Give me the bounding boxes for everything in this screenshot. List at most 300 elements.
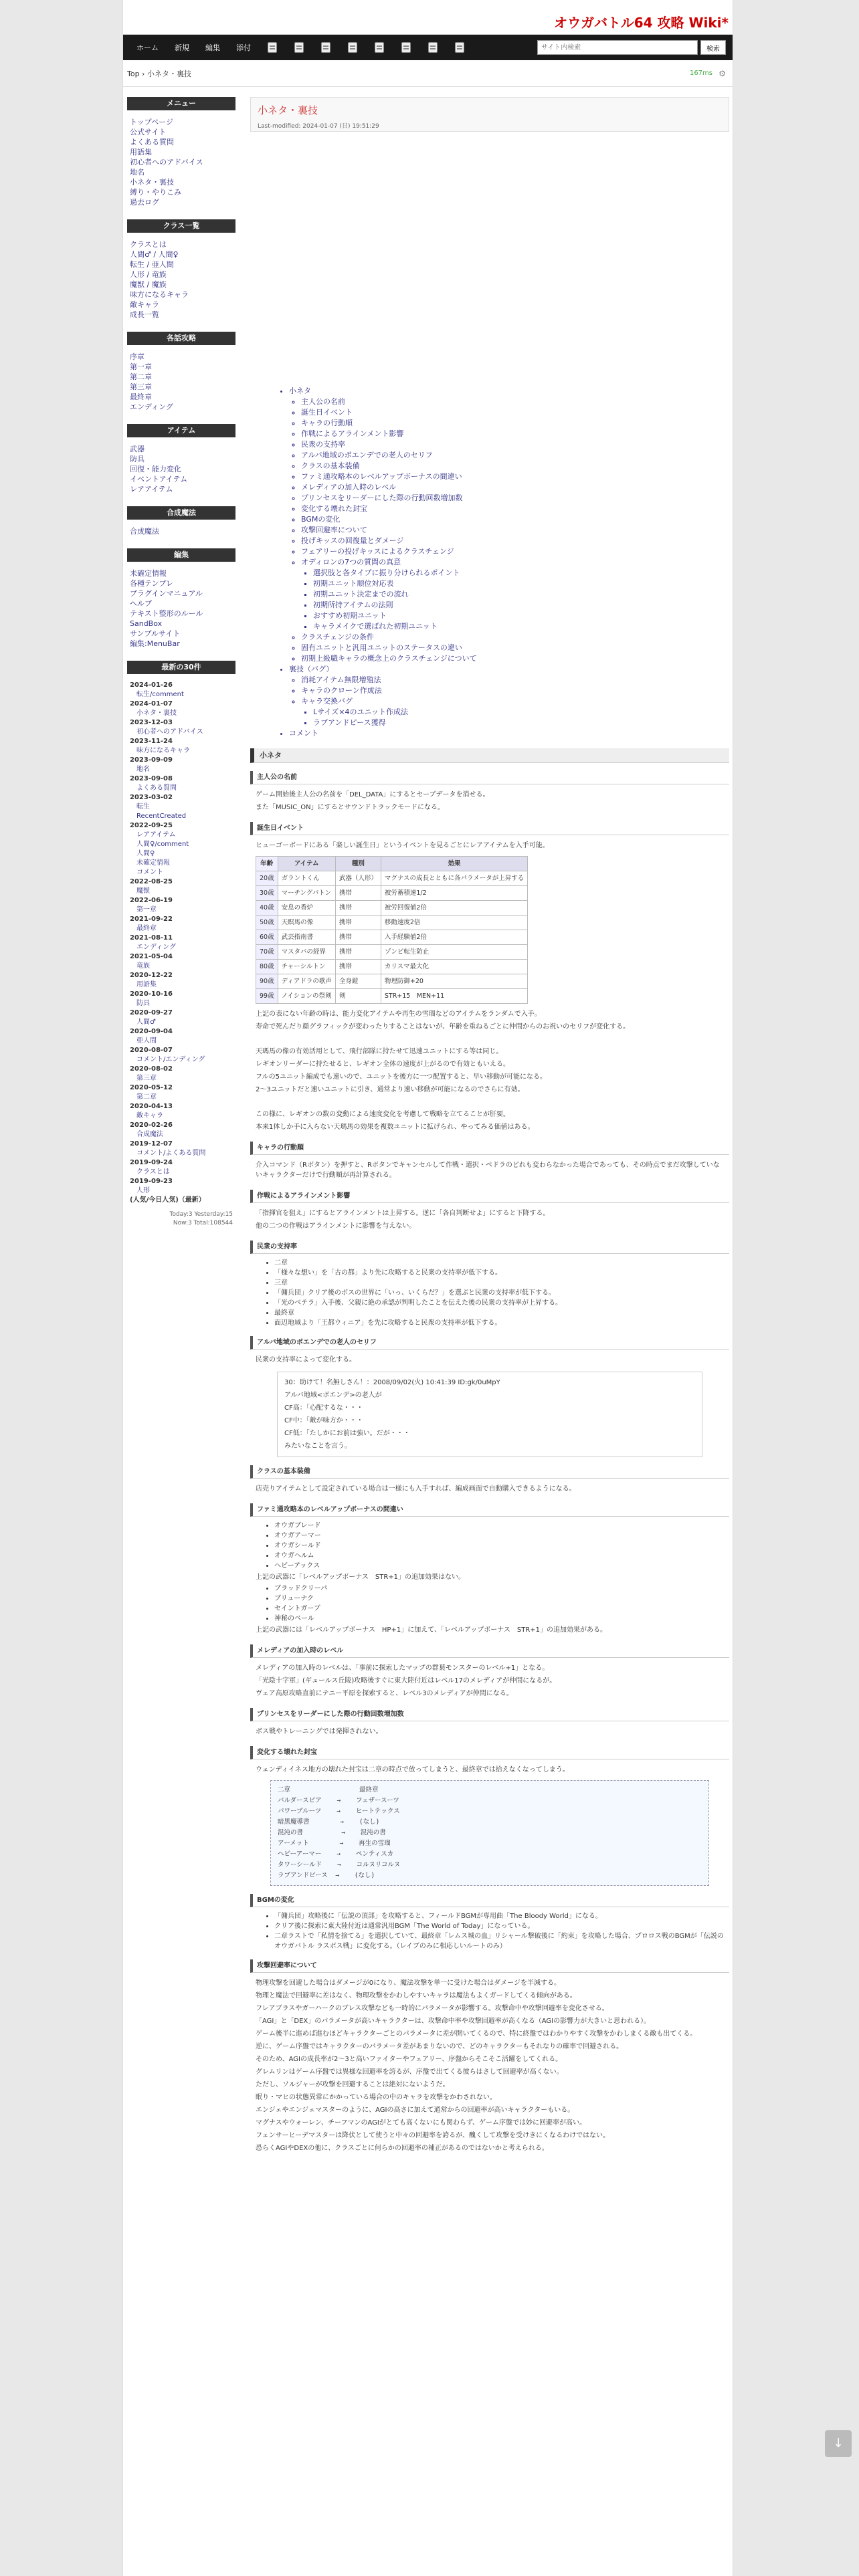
paragraph: 眠り・マヒの状態異常にかかっている場合の中のキャラを攻撃をかわされない。: [256, 2094, 496, 2101]
bullet-item: • オウガシールド: [274, 1541, 729, 1551]
toc-item[interactable]: ▪ 初期ユニット順位対応表: [313, 578, 729, 589]
nav-home[interactable]: ホーム: [136, 43, 159, 52]
subsection-heading: BGMの変化: [250, 1894, 729, 1907]
sidebar-section-title: 各話攻略: [127, 332, 235, 345]
recent-item[interactable]: クラスとは: [136, 1168, 170, 1176]
table-row: [256, 871, 528, 886]
toc-item[interactable]: ◦ 固有ユニットと汎用ユニットのステータスの違い: [301, 643, 729, 653]
gear-icon[interactable]: ⚙: [719, 68, 726, 78]
recent-item[interactable]: 第三章: [136, 1075, 157, 1082]
sidebar-link[interactable]: SandBox: [130, 619, 163, 628]
toc-item[interactable]: ▪ 初期ユニット決定までの流れ: [313, 589, 729, 600]
bullet-item: • 「傭兵団」クリア後のボスの世界に「いっ、いくらだ？」を選ぶと民衆の支持率が低下する。: [274, 1288, 729, 1298]
paragraph: 恐らくAGIやDEXの他に、クラスごとに何らかの回避率の補正があるのではないかと考えられる。: [256, 2145, 549, 2152]
sidebar-link[interactable]: 縛り・やりこみ: [130, 188, 181, 197]
recent-item[interactable]: 味方になるキャラ: [136, 747, 190, 754]
recent-item[interactable]: 人間♂: [136, 1018, 156, 1026]
table-row: [256, 916, 528, 930]
recent-item[interactable]: 転生/comment: [136, 691, 184, 698]
recent-date: 2020-08-07: [130, 1047, 173, 1054]
bullet-item: • クリア後に探索に東大陸付近は通常汎用BGM「The World of Today」になっている。: [274, 1921, 729, 1931]
table-cell: 被労回復値2倍: [381, 901, 527, 916]
toc-item[interactable]: ▪ Lサイズ×4のユニット作成法: [313, 707, 729, 718]
table-row: [256, 974, 528, 989]
table-cell: 携帯: [335, 960, 381, 974]
quote-line: みたいなことを言う。: [284, 1442, 351, 1450]
recent-item[interactable]: RecentCreated: [136, 813, 187, 820]
toolbar: [123, 35, 733, 60]
bullet-item: • 神秘のベール: [274, 1614, 729, 1624]
spacer: [127, 207, 235, 219]
recent-item[interactable]: コメント/エンディング: [136, 1056, 205, 1063]
table-cell: 全身鎧: [335, 974, 381, 989]
table-cell: 99歳: [256, 989, 278, 1004]
paragraph: ゲーム後半に進めば進むほどキャラクターごとのパラメータに差が開いてくるので、特に終盤ではわかりやすく攻撃をかわしまくる敵も出てくる。: [256, 2030, 697, 2038]
recent-item[interactable]: 人形: [136, 1187, 150, 1194]
birthday-table: [256, 856, 528, 1004]
sidebar-link[interactable]: 武器: [130, 445, 145, 453]
recent-date: 2019-09-23: [130, 1178, 173, 1185]
page-title[interactable]: 小ネタ・裏技: [258, 104, 318, 116]
bullet-item: • ブリューナク: [274, 1594, 729, 1604]
sidebar-link[interactable]: 公式サイト: [130, 128, 167, 136]
nav-new[interactable]: 新規: [175, 43, 189, 52]
subsection-heading: 主人公の名前: [250, 771, 729, 784]
toc-item[interactable]: ◦ キャラのクローン作成法: [301, 685, 729, 696]
table-cell: 移動速度2倍: [381, 916, 527, 930]
recent-date: 2020-08-02: [130, 1065, 173, 1073]
paragraph: ただし、ソルジャーが攻撃を回避することは絶対にないようだ。: [256, 2081, 450, 2088]
subsection-heading: メレディアの加入時のレベル: [250, 1644, 729, 1658]
table-cell: 80歳: [256, 960, 278, 974]
recent-item[interactable]: 初心者へのアドバイス: [136, 728, 203, 736]
spacer: [127, 536, 235, 548]
toc-item[interactable]: ▪ 初期所持アイテムの法則: [313, 600, 729, 611]
table-cell: 武芸指南書: [278, 930, 335, 945]
table-cell: カリスマ最大化: [381, 960, 527, 974]
toc-wrap: [289, 675, 729, 728]
toc-item[interactable]: ▪ キャラメイクで選ばれた初期ユニット: [313, 621, 729, 632]
sidebar-link[interactable]: サンプルサイト: [130, 629, 181, 638]
toc-item[interactable]: ◦ 変化する壊れた封宝: [301, 504, 729, 514]
sidebar-link[interactable]: 未確定情報: [130, 569, 167, 578]
recent-date: 2019-09-24: [130, 1159, 173, 1166]
last-modified: Last-modified: 2024-01-07 (日) 19:51:29: [258, 123, 379, 130]
recent-date: 2024-01-26: [130, 681, 173, 689]
bullet-item: • 最終章: [274, 1308, 729, 1318]
table-cell: ガラントくん: [278, 871, 335, 886]
backup-icon[interactable]: [348, 42, 357, 53]
paragraph: メレディアの加入時のレベルは、「事前に探索したマップの群葉モンスターのレベル+1」となる。: [256, 1665, 549, 1672]
sidebar-section-title: アイテム: [127, 424, 235, 437]
bullet-item: • オウガヘルム: [274, 1551, 729, 1561]
bullet-item: • 面辺地域より「王都ウィニア」を先に攻略すると民衆の支持率が低下する。: [274, 1318, 729, 1328]
bullet-item: • ヘビーアックス: [274, 1561, 729, 1571]
toc-item[interactable]: ◦ BGMの変化: [301, 514, 729, 525]
recent-date: 2021-08-11: [130, 934, 173, 942]
subsection-heading: キャラの行動順: [250, 1142, 729, 1155]
bullet-list: [250, 1258, 729, 1328]
toc-item[interactable]: ◦ 投げキッスの回復量とダメージ: [301, 536, 729, 546]
recent-item[interactable]: 第一章: [136, 906, 157, 914]
toc-item[interactable]: • コメント: [289, 728, 729, 739]
paragraph: ヴェア高原攻略直前にテニー平原を探索すると、レベル3のメレディアが仲間になる。: [256, 1690, 513, 1697]
subsection-heading: 攻撃回避率について: [250, 1959, 729, 1973]
paragraph: 天瑪馬の像の有効活用として、飛行部隊に持たせて迅速ユニットにする等は同じ。: [256, 1048, 503, 1055]
toc-list: [277, 386, 729, 739]
sidebar-link[interactable]: 最終章: [130, 393, 152, 401]
paragraph: 介入コマンド（Rボタン）を押すと、Rボタンでキャンセルして作戦・選択・ペドラのどれも変わらなかった場合であっても、その時点でまだ攻撃していないキャラクターだけで行動順が再計算される。: [256, 1162, 720, 1179]
sidebar-section-title: 最新の30件: [127, 661, 235, 674]
table-cell: 携帯: [335, 886, 381, 901]
recent-date: 2020-05-12: [130, 1084, 173, 1091]
subsection-heading: 民衆の支持率: [250, 1241, 729, 1254]
breadcrumb[interactable]: Top › 小ネタ・裏技: [127, 69, 191, 78]
table-row: [256, 901, 528, 916]
table-row: [256, 930, 528, 945]
sidebar-link[interactable]: 人間♂ / 人間♀: [130, 250, 179, 259]
sidebar-link[interactable]: 序章: [130, 352, 145, 361]
paragraph: 民衆の支持率によって変化する。: [256, 1356, 356, 1364]
table-row: [256, 945, 528, 960]
paragraph: ゲーム開始後主人公の名前を「DEL_DATA」にするとセーブデータを消せる。: [256, 791, 490, 798]
sidebar-link[interactable]: 転生 / 亜人間: [130, 260, 174, 269]
help-icon[interactable]: [455, 42, 464, 53]
recent-item[interactable]: レアアイテム: [136, 831, 176, 839]
paragraph: 上記の武器には「レベルアップボーナス HP+1」に加えて、「レベルアップボーナス STR+1」の追加効果がある。: [256, 1626, 607, 1634]
sidebar-link[interactable]: 用語集: [130, 148, 152, 156]
subsection-heading: プリンセスをリーダーにした際の行動回数増加数: [250, 1708, 729, 1721]
recent-item[interactable]: 転生: [136, 803, 150, 811]
paragraph: マグナスやウォーレン、チーフマンのAGIがとても高くないにも関わらず、ゲーム序盤では妙に回避率が高い。: [256, 2119, 587, 2127]
table-cell: 携帯: [335, 930, 381, 945]
sidebar-link[interactable]: 過去ログ: [130, 198, 159, 207]
sidebar-link[interactable]: 防具: [130, 455, 145, 463]
toc-item[interactable]: ◦ クラスチェンジの条件: [301, 632, 729, 643]
sidebar-link[interactable]: 地名: [130, 168, 145, 177]
quote-line: アルバ地域<ボエンデ>の老人が: [284, 1392, 382, 1399]
toc-item[interactable]: ◦ キャラの行動順: [301, 418, 729, 429]
sidebar: [127, 97, 235, 1228]
recent-date: 2021-05-04: [130, 953, 173, 960]
recent-date: 2020-09-27: [130, 1009, 173, 1016]
recent-date: 2020-09-04: [130, 1028, 173, 1035]
page: [122, 0, 733, 2576]
table-header-row: [256, 857, 528, 871]
recent-item[interactable]: 小ネタ・裏技: [136, 710, 177, 717]
recent-item[interactable]: 人間♀/comment: [136, 841, 189, 848]
sidebar-link[interactable]: テキスト整形のルール: [130, 609, 203, 618]
recent-item[interactable]: 未確定情報: [136, 859, 170, 867]
toc-item[interactable]: ▪ おすすめ初期ユニット: [313, 611, 729, 621]
toc-item[interactable]: ◦ オディロンの7つの質問の真意: [301, 557, 729, 568]
table-cell: 携帯: [335, 945, 381, 960]
spacer: [127, 320, 235, 332]
sidebar-link[interactable]: 第三章: [130, 383, 152, 391]
recent-icon[interactable]: [428, 42, 438, 53]
toc-item[interactable]: • 小ネタ: [289, 386, 729, 397]
sidebar-link[interactable]: トップページ: [130, 118, 174, 126]
table-of-contents: [250, 386, 729, 739]
breadcrumb-row: [123, 60, 733, 87]
table-cell: チャーシルトン: [278, 960, 335, 974]
toc-item[interactable]: ◦ 作戦によるアラインメント影響: [301, 429, 729, 439]
recent-date: 2021-09-22: [130, 916, 173, 923]
table-header-cell: 種別: [335, 857, 381, 871]
diff-icon[interactable]: [321, 42, 330, 53]
subsection-heading: アルバ地域のボエンデでの老人のセリフ: [250, 1336, 729, 1350]
paragraph: 2〜3ユニットだと速いユニットに引き、通常より速い移動が可能になるのでさらに有効。: [256, 1086, 524, 1093]
recent-item[interactable]: 防具: [136, 1000, 150, 1007]
search-input[interactable]: [537, 40, 698, 55]
recent-date: 2023-09-08: [130, 775, 173, 782]
search-button[interactable]: 検索: [700, 40, 726, 55]
sidebar-link[interactable]: クラスとは: [130, 240, 167, 249]
toc-list: [289, 675, 729, 728]
toc-wrap: [289, 397, 729, 664]
recent-item[interactable]: 最終章: [136, 925, 157, 932]
paragraph: 他の二つの作戦はアラインメントに影響を与えない。: [256, 1222, 416, 1230]
paragraph: 逆に、ゲーム序盤ではキャラクターのパラメータ差があまりないので、どのキャラクターもそれなりの確率で回避される。: [256, 2043, 624, 2050]
paragraph: 「光陰十字軍」(ギュールス丘陵)攻略後すぐに東大陸付近はレベル17のメレディアが仲間になるが。: [256, 1677, 557, 1685]
paragraph: 「指揮官を狙え」にするとアラインメントは上昇する。逆に「各自判断せよ」にすると下降する。: [256, 1210, 550, 1217]
rename-icon[interactable]: [294, 42, 304, 53]
recent-date: 2024-01-07: [130, 700, 173, 708]
recent-item[interactable]: コメント: [136, 869, 163, 876]
table-cell: 携帯: [335, 916, 381, 930]
bullet-item: • 二章: [274, 1258, 729, 1268]
sidebar-link[interactable]: レアアイテム: [130, 485, 173, 494]
render-timer: 167ms: [689, 70, 712, 77]
sidebar-link[interactable]: 小ネタ・裏技: [130, 178, 174, 187]
quote-line: CF中：「敵が味方か・・・: [284, 1417, 363, 1424]
toc-list: [301, 568, 729, 632]
bullet-item: • 三章: [274, 1278, 729, 1288]
recent-date: 2023-03-02: [130, 794, 173, 801]
site-title[interactable]: オウガバトル64 攻略 Wiki*: [554, 15, 729, 31]
nav-attach[interactable]: 添付: [236, 43, 251, 52]
toc-item[interactable]: ▪ 選択肢と各タイプに振り分けられるポイント: [313, 568, 729, 578]
recent-date: 2023-09-09: [130, 756, 173, 764]
paragraph: 上記の武器に「レベルアップボーナス STR+1」の追加効果はない。: [256, 1574, 466, 1581]
table-header-cell: 効果: [381, 857, 527, 871]
toc-item[interactable]: ◦ アルバ地域のボエンデでの老人のセリフ: [301, 450, 729, 461]
nav-edit[interactable]: 編集: [205, 43, 220, 52]
counter: [127, 1210, 235, 1228]
paragraph: また「MUSIC_ON」にするとサウンドトラックモードになる。: [256, 804, 444, 811]
recent-date: 2022-06-19: [130, 897, 173, 904]
paragraph: この様に、レギオンの数の変動による速度変化を考慮して戦略を立てることが肝要。: [256, 1111, 510, 1118]
toc-item[interactable]: ◦ ファミ通攻略本のレベルアップボーナスの間違い: [301, 471, 729, 482]
recent-item[interactable]: 亜人間: [136, 1037, 157, 1045]
paragraph: 物理と魔法で回避率に差はなく、物理攻撃をかわしやすいキャラは魔法もよくガードしてくる傾向がある。: [256, 1992, 577, 2000]
sidebar-link[interactable]: よくある質問: [130, 138, 174, 146]
paragraph: フルの5ユニット編成でも速いので、ユニットを後方に一つ配置すると、早い移動が可能になる。: [256, 1073, 547, 1081]
sidebar-link[interactable]: 第二章: [130, 372, 152, 381]
recent-item[interactable]: 第二章: [136, 1093, 157, 1101]
table-cell: ディアドラの歌声: [278, 974, 335, 989]
table-cell: ノイションの祭剣: [278, 989, 335, 1004]
table-cell: 50歳: [256, 916, 278, 930]
table-cell: 70歳: [256, 945, 278, 960]
recent-date: 2020-02-26: [130, 1121, 173, 1129]
sidebar-link[interactable]: ヘルプ: [130, 599, 152, 608]
section-heading: 小ネタ: [250, 748, 729, 763]
subsection-heading: 作戦によるアラインメント影響: [250, 1190, 729, 1203]
table-row: [256, 989, 528, 1004]
list-icon[interactable]: [401, 42, 411, 53]
table-cell: 剣: [335, 989, 381, 1004]
sidebar-link[interactable]: 人形 / 竜族: [130, 270, 167, 279]
toc-item[interactable]: ◦ 主人公の名前: [301, 397, 729, 407]
paragraph: 寿命で死んだり顔グラフィックが変わったりすることはないが、年齢を重ねるごとに仲間からのお祝いのセリフが変化する。: [256, 1023, 630, 1031]
table-cell: 被労蓄積速1/2: [381, 886, 527, 901]
table-cell: 30歳: [256, 886, 278, 901]
recent-date: 2020-10-16: [130, 990, 173, 998]
recent-item[interactable]: 人間♀: [136, 850, 155, 857]
paragraph: フレアブラスやガーハークのブレス攻撃なども一時的にパラメータが影響する。攻撃命中や攻撃回避率を変化させる。: [256, 2005, 609, 2012]
toc-item[interactable]: ◦ クラスの基本装備: [301, 461, 729, 471]
table-cell: 60歳: [256, 930, 278, 945]
paragraph: 店売りアイテムとして設定されている場合は一様にも入手すれば、編成画面で自動購入できるようになる。: [256, 1485, 576, 1493]
article-body: [250, 748, 729, 2155]
bullet-item: • オウガブレード: [274, 1521, 729, 1531]
bullet-item: • 「光のベテラ」入手後、父親に絶の承認が判明したことを伝えた後の民衆の支持率が上昇する。: [274, 1298, 729, 1308]
table-header-cell: アイテム: [278, 857, 335, 871]
paragraph: 物理攻撃を回避した場合はダメージが0になり、魔法攻撃を単一に受けた場合はダメージを半減する。: [256, 1979, 561, 1987]
spacer: [127, 412, 235, 424]
sidebar-section-title: メニュー: [127, 97, 235, 110]
page-title-box: [250, 97, 729, 132]
table-row: [256, 886, 528, 901]
bullet-item: • セイントガーブ: [274, 1604, 729, 1614]
copy-icon[interactable]: [268, 42, 277, 53]
quote-line: CF高：「心配するな・・・: [284, 1404, 363, 1412]
sidebar-link[interactable]: 魔獣 / 魔族: [130, 280, 167, 289]
search-form: [537, 40, 726, 55]
sidebar-link[interactable]: 編集:MenuBar: [130, 639, 180, 648]
bullet-list: [250, 1584, 729, 1624]
toc-list: [301, 707, 729, 728]
bullet-item: • ブラッドクリーパ: [274, 1584, 729, 1594]
toc-item[interactable]: ◦ 攻撃回避率について: [301, 525, 729, 536]
toc-item[interactable]: ▪ ラブアンドピース獲得: [313, 718, 729, 728]
table-cell: 90歳: [256, 974, 278, 989]
bullet-item: • 二章ラストで「私情を捨てる」を選択していて、最終章「レムス城の血」リシャール撃破後に「約束」を攻略した場合、プロロス戦のBGMが「伝説のオウガバトル ラスボス戦」に変化する。（レイブのみに相応しいルートのみ）: [274, 1931, 729, 1951]
spacer: [250, 1096, 729, 1108]
table-cell: 天瞑馬の像: [278, 916, 335, 930]
table-cell: ゾンビ転生防止: [381, 945, 527, 960]
paragraph: ヒューゴーボードにある「楽しい誕生日」というイベントを見るごとにレアアイテムを入手可能。: [256, 842, 549, 849]
bullet-item: • 「様々な想い」を「古の都」より先に攻略すると民衆の支持率が低下する。: [274, 1268, 729, 1278]
table-cell: 20歳: [256, 871, 278, 886]
recent-item[interactable]: 合成魔法: [136, 1131, 163, 1138]
toc-item[interactable]: ◦ 初期上級職キャラの概念上のクラスチェンジについて: [301, 653, 729, 664]
toc-item[interactable]: ◦ 誕生日イベント: [301, 407, 729, 418]
table-cell: 物理防御+20: [381, 974, 527, 989]
recent-item[interactable]: 地名: [136, 766, 150, 773]
quote-box: [277, 1372, 702, 1457]
table-cell: マグナスの成長とともに各パラメータが上昇する: [381, 871, 527, 886]
table-cell: 携帯: [335, 901, 381, 916]
toc-item[interactable]: ◦ メレディアの加入時のレベル: [301, 482, 729, 493]
recent-date: 2023-11-24: [130, 738, 173, 745]
sidebar-section-title: クラス一覧: [127, 219, 235, 233]
toc-item[interactable]: ◦ フェアリーの投げキッスによるクラスチェンジ: [301, 546, 729, 557]
paragraph: 本来1体しか手に入らない天瑪馬の効果を複数ユニットに拡げられ、やってみる価値はある。: [256, 1123, 535, 1131]
table-row: [256, 960, 528, 974]
paragraph: レギオンリーダーに持たせると、レギオン全体の速度が上がるので有効ともいえる。: [256, 1061, 510, 1068]
sidebar-link[interactable]: 回復・能力変化: [130, 465, 181, 473]
table-cell: 入手経験値2倍: [381, 930, 527, 945]
recent-date: 2020-04-13: [130, 1103, 173, 1110]
sidebar-link[interactable]: エンディング: [130, 403, 173, 411]
paragraph: 「AGI」と「DEX」のパラメータが高いキャラクターは、攻撃命中率や攻撃回避率が高くなる（AGIの影響力が大きいと思われる）。: [256, 2018, 651, 2025]
recent-item[interactable]: 竜族: [136, 962, 150, 970]
recent-item[interactable]: よくある質問: [136, 784, 177, 792]
table-header-cell: 年齢: [256, 857, 278, 871]
sidebar-link[interactable]: 合成魔法: [130, 527, 159, 536]
sidebar-link[interactable]: 各種テンプレ: [130, 579, 174, 588]
bullet-item: • オウガアーマー: [274, 1531, 729, 1541]
sidebar-section-title: 編集: [127, 548, 235, 562]
toc-item[interactable]: ◦ 消耗アイテム無限増殖法: [301, 675, 729, 685]
paragraph: そのため、AGIの成長率が2〜3と高いファイターやフェアリー、序盤からそこそこ活躍をしてくれる。: [256, 2056, 563, 2063]
spacer: [250, 1033, 729, 1045]
ranking-link[interactable]: (人気/今日人気)（最新）: [130, 1196, 205, 1204]
recent-item[interactable]: 敵キャラ: [136, 1112, 163, 1119]
paragraph: エンジェやエンジェマスターのように、AGIの高さに加えて通常からの回避率が高いキャラクターもいる。: [256, 2107, 575, 2114]
recent-item[interactable]: 魔獣: [136, 887, 150, 895]
subsection-heading: クラスの基本装備: [250, 1465, 729, 1479]
table-cell: マスタバの経界: [278, 945, 335, 960]
toc-item[interactable]: ◦ キャラ交換バグ: [301, 696, 729, 707]
sidebar-link[interactable]: プラグインマニュアル: [130, 589, 203, 598]
bullet-item: • 「傭兵団」攻略後に「伝説の頂部」を攻略すると、フィールドBGMが専用曲「The Bloody World」になる。: [274, 1911, 729, 1921]
sidebar-link[interactable]: 味方になるキャラ: [130, 290, 189, 299]
recent-date: 2022-08-25: [130, 878, 173, 885]
table-cell: マーチングバトン: [278, 886, 335, 901]
paragraph: 上記の表にない年齢の時は、能力変化アイテムや再生の雪瑠などのアイテムをランダムで入手。: [256, 1010, 541, 1018]
subsection-heading: ファミ通攻略本のレベルアップボーナスの間違い: [250, 1503, 729, 1517]
recent-item[interactable]: エンディング: [136, 944, 176, 951]
quote-line: CF低：「たしかにお前は強い。だが・・・: [284, 1430, 410, 1437]
sidebar-link[interactable]: 第一章: [130, 362, 152, 371]
paragraph: グレムリンはゲーム序盤では異様な回避率を誇るが、序盤で出てくる彼らはさして回避率が高くない。: [256, 2068, 563, 2076]
freeze-icon[interactable]: [375, 42, 384, 53]
main-content: [250, 97, 729, 2155]
sidebar-link[interactable]: 成長一覧: [130, 310, 159, 319]
preformatted-box: 二章 最終章 バルダースピア → フェザースーツ パワーブルーツ → ヒートテックス 暗黒魔導書 → (なし) 混沌の書 → 混沌の書 アーメット → 再生の雪瑠 ヘビーアーマー → ペンティスカ タワーシールド → コルヌリコルヌ ラブアンドピース → (なし): [270, 1780, 709, 1886]
sidebar-link[interactable]: 敵キャラ: [130, 300, 159, 309]
quote-line: 30：助けて！名無しさん！：2008/09/02(火) 10:41:39 ID:gk/0uMpY: [284, 1379, 500, 1386]
bullet-list: [250, 1521, 729, 1571]
toc-item[interactable]: ◦ プリンセスをリーダーにした際の行動回数増加数: [301, 493, 729, 504]
recent-date: 2019-12-07: [130, 1140, 173, 1148]
subsection-heading: 変化する壊れた封宝: [250, 1746, 729, 1759]
header: [123, 0, 733, 35]
sidebar-link[interactable]: 初心者へのアドバイス: [130, 158, 203, 167]
recent-item[interactable]: 用語集: [136, 981, 157, 988]
recent-item[interactable]: コメント/よくある質問: [136, 1150, 206, 1157]
table-cell: 武器（人形）: [335, 871, 381, 886]
table-cell: 40歳: [256, 901, 278, 916]
toc-item[interactable]: • 裏技（バグ）: [289, 664, 729, 675]
sidebar-link[interactable]: イベントアイテム: [130, 475, 188, 484]
scroll-top-button[interactable]: ↓: [825, 2430, 852, 2457]
toc-item[interactable]: ◦ 民衆の支持率: [301, 439, 729, 450]
table-cell: 安息の香炉: [278, 901, 335, 916]
